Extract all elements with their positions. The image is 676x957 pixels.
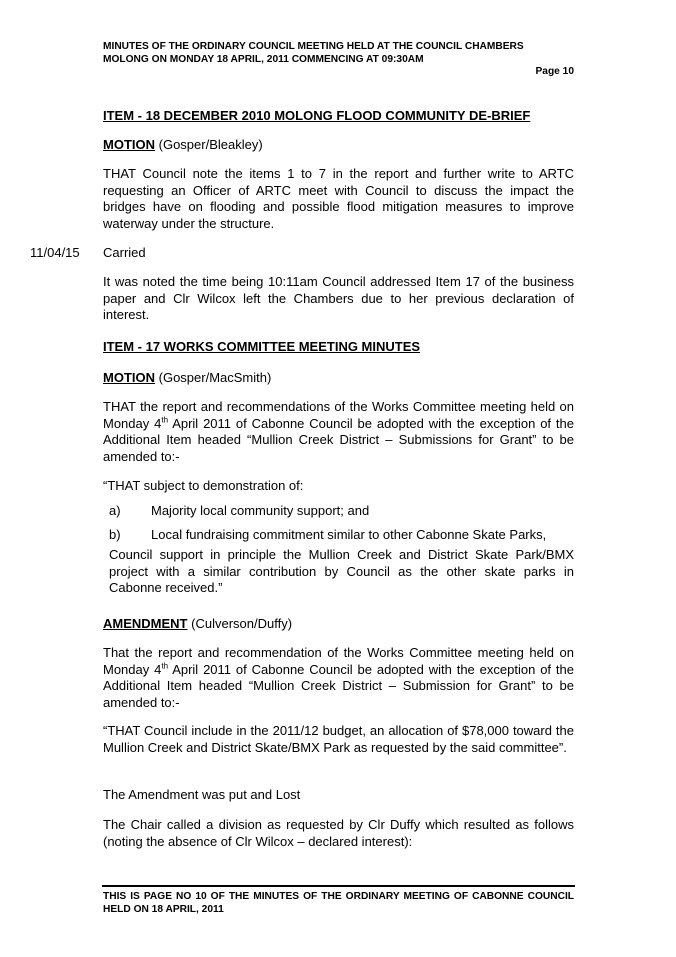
- item-17-amendment-quote: “THAT Council include in the 2011/12 budget, an allocation of $78,000 toward the Mullion Creek and District Skate/BMX Park as requested by the said committee”.: [103, 723, 574, 755]
- item-18-resolution: THAT Council note the items 1 to 7 in the report and further write to ARTC requesting an Officer of ARTC meet with Council to discuss the impact the bridges have on flooding and possible flood mitigation measures to improve waterway under the structure.: [103, 166, 574, 231]
- motion-movers: (Gosper/MacSmith): [158, 370, 272, 385]
- item-17-amendment: [103, 616, 292, 632]
- amendment-movers: (Culverson/Duffy): [191, 616, 293, 631]
- motion-label: MOTION: [103, 137, 155, 152]
- item-17-division: The Chair called a division as requested by Clr Duffy which resulted as follows (noting the absence of Clr Wilcox – declared interest):: [103, 817, 574, 849]
- list-item-text: Majority local community support; and: [151, 503, 370, 518]
- footer-text: THIS IS PAGE NO 10 OF THE MINUTES OF THE ORDINARY MEETING OF CABONNE COUNCIL HELD ON 18 APRIL, 2011: [103, 891, 574, 915]
- amendment-text-superscript: th: [161, 661, 169, 671]
- footer-divider: [102, 885, 575, 887]
- item-18-result: Carried: [103, 245, 146, 260]
- item-17-motion: [103, 370, 271, 386]
- motion-label: MOTION: [103, 370, 155, 385]
- list-item-b: [109, 527, 546, 543]
- list-item-label: a): [109, 503, 121, 518]
- item-18-note: It was noted the time being 10:11am Council addressed Item 17 of the business paper and Clr Wilcox left the Chambers due to her previous declaration of interest.: [103, 274, 574, 323]
- header-title-line1: MINUTES OF THE ORDINARY COUNCIL MEETING HELD AT THE COUNCIL CHAMBERS: [103, 41, 524, 52]
- amendment-label: AMENDMENT: [103, 616, 188, 631]
- motion-text-part1: THAT the report and recommendations of the Works Committee meeting held on Monday 4: [103, 399, 574, 431]
- resolution-number: 11/04/15: [30, 245, 80, 260]
- amendment-text-part2: April 2011 of Cabonne Council be adopted with the exception of the Additional Item headed “Mullion Creek District – Submission for Grant” to be amended to:-: [103, 661, 574, 710]
- motion-text-part2: April 2011 of Cabonne Council be adopted with the exception of the Additional Item headed “Mullion Creek District – Submissions for Grant” to be amended to:-: [103, 415, 574, 464]
- list-item-text: Local fundraising commitment similar to other Cabonne Skate Parks,: [151, 527, 547, 542]
- list-item-label: b): [109, 527, 121, 542]
- item-17-amendment-result: The Amendment was put and Lost: [103, 787, 301, 802]
- amendment-text-part1: That the report and recommendation of the Works Committee meeting held on Monday 4: [103, 645, 574, 677]
- motion-movers: (Gosper/Bleakley): [158, 137, 263, 152]
- item-17-heading: ITEM - 17 WORKS COMMITTEE MEETING MINUTES: [103, 339, 421, 354]
- item-17-amendment-text: [103, 645, 574, 711]
- item-17-quote-end: Council support in principle the Mullion Creek and District Skate Park/BMX project with a similar contribution by Council as the other skate parks in Cabonne received.”: [109, 547, 574, 596]
- item-18-heading: ITEM - 18 DECEMBER 2010 MOLONG FLOOD COMMUNITY DE-BRIEF: [103, 108, 531, 123]
- item-17-quote-intro: “THAT subject to demonstration of:: [103, 478, 304, 493]
- header-title-line2: MOLONG ON MONDAY 18 APRIL, 2011 COMMENCING AT 09:30AM: [103, 54, 424, 65]
- page-number: Page 10: [535, 66, 574, 77]
- item-17-motion-text: [103, 399, 574, 465]
- motion-text-superscript: th: [161, 415, 169, 425]
- item-18-motion: [103, 137, 263, 153]
- list-item-a: [109, 503, 369, 519]
